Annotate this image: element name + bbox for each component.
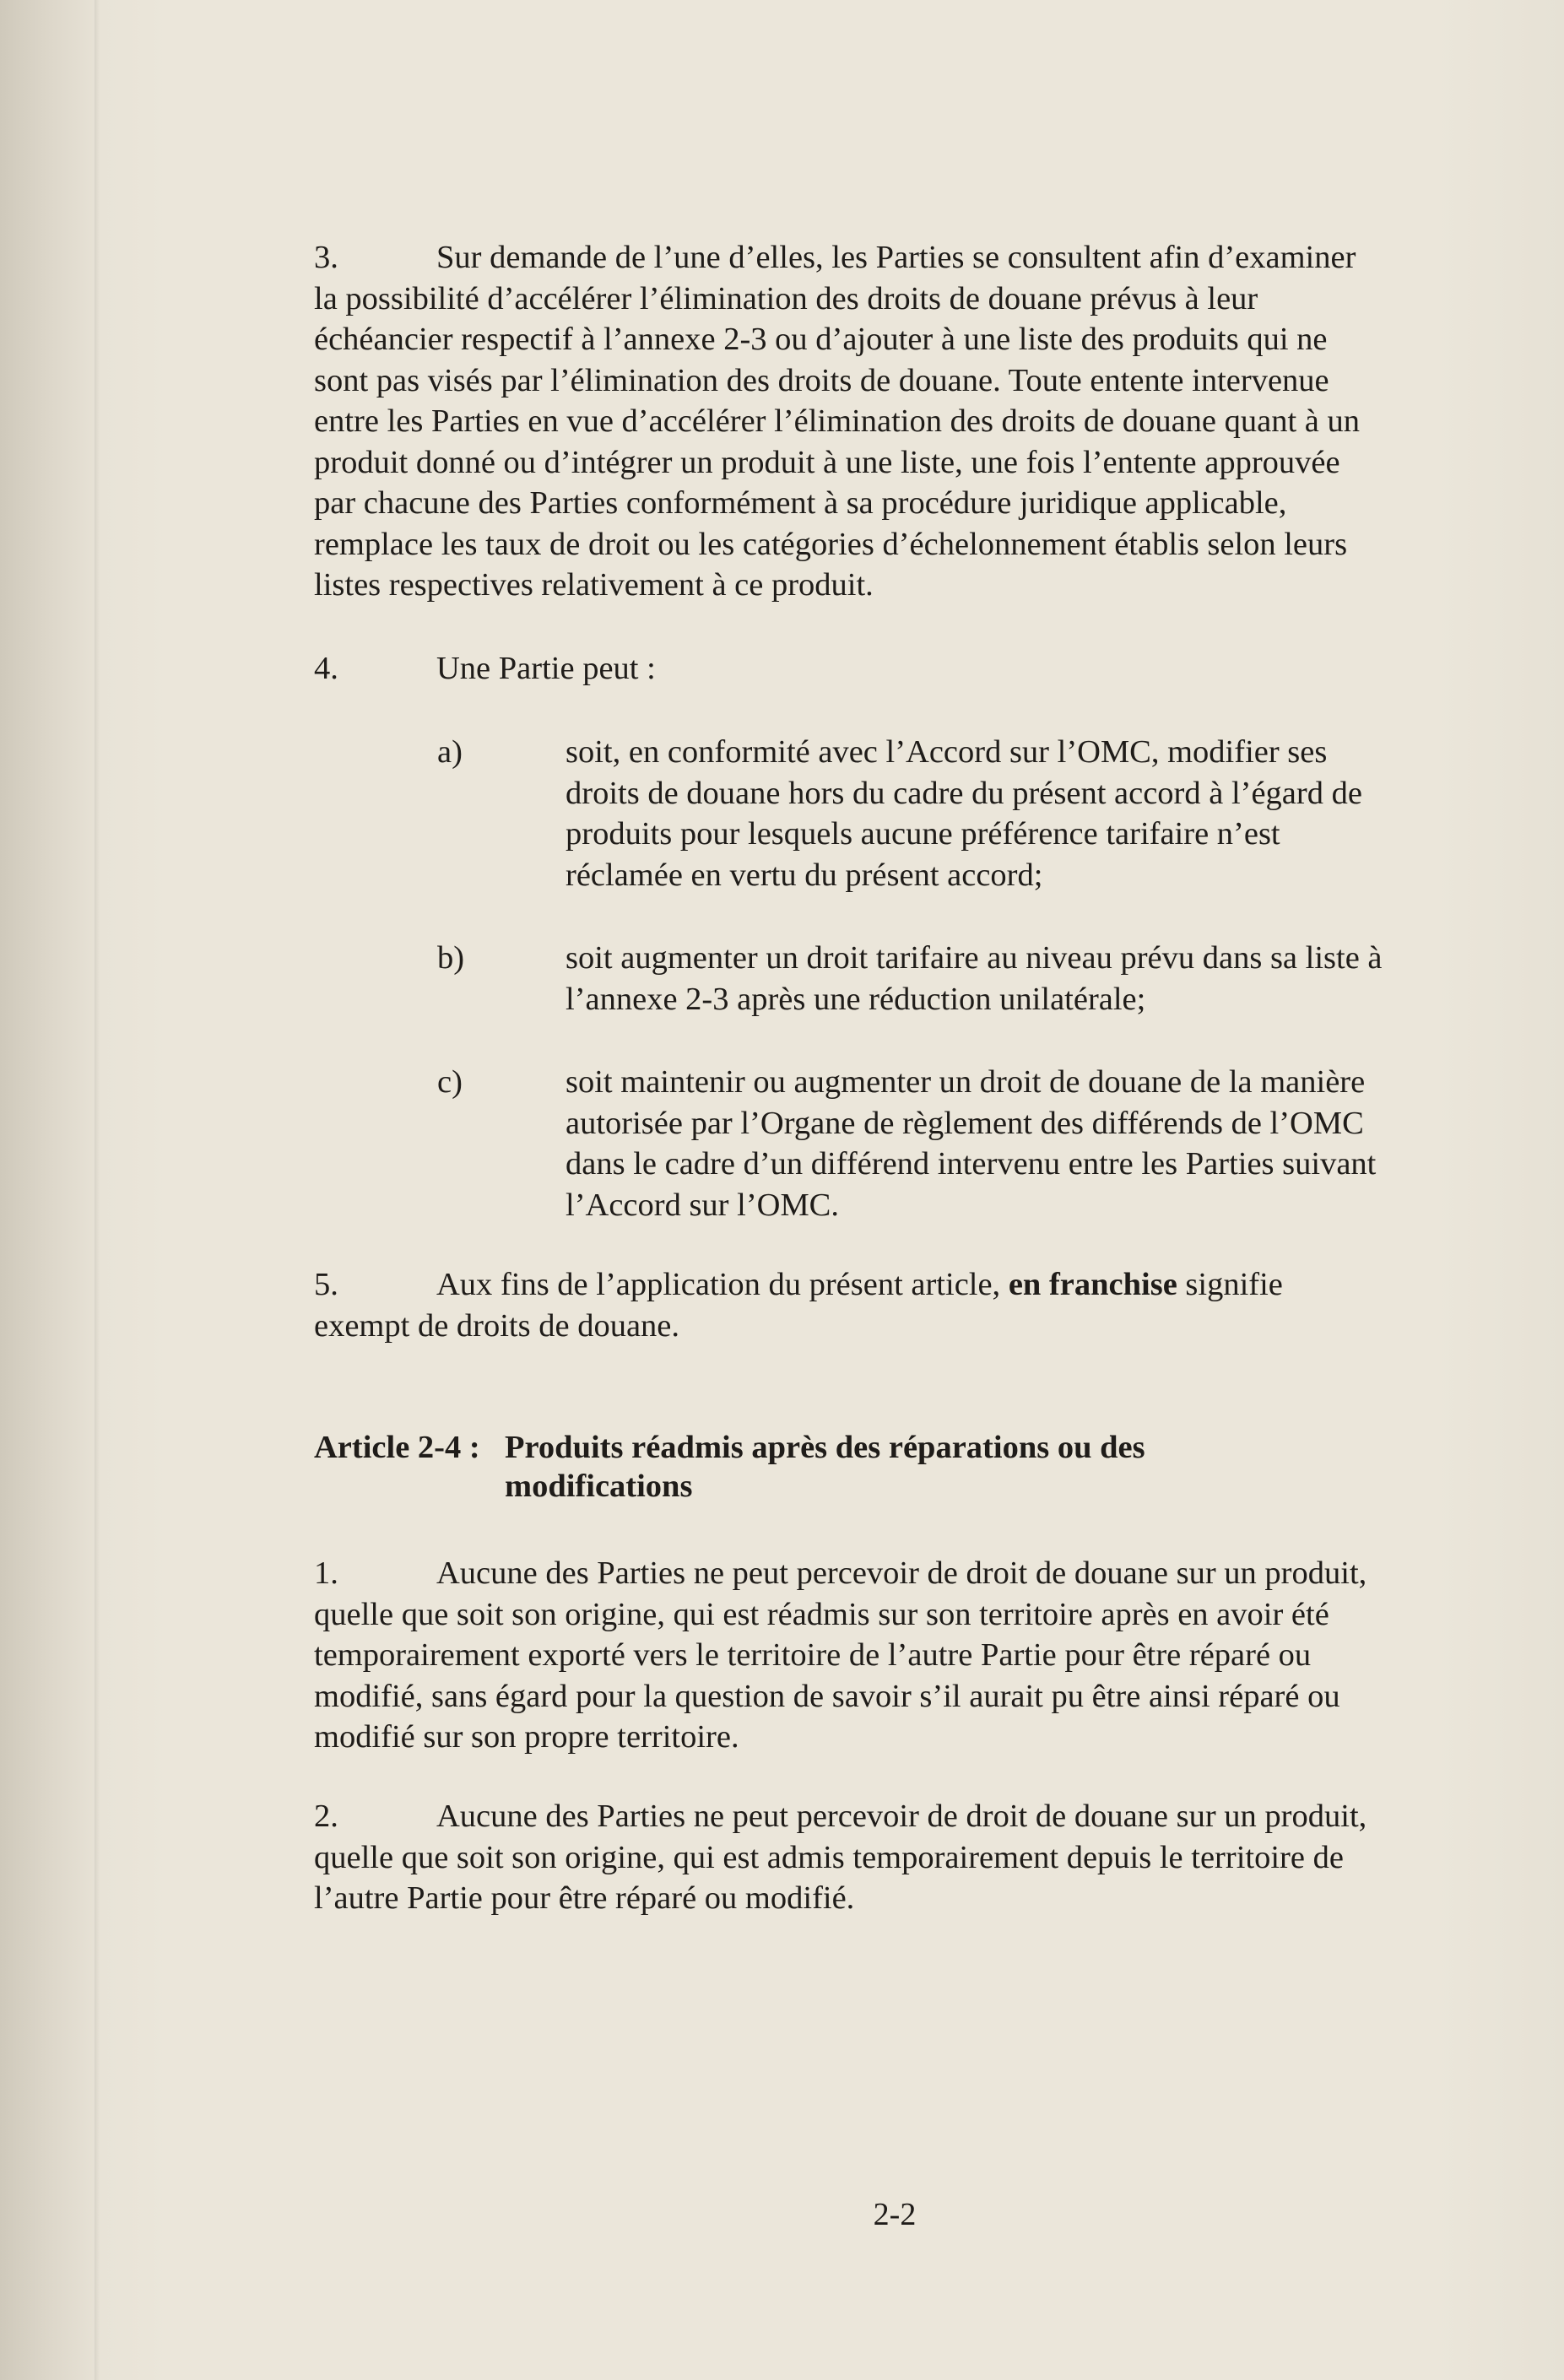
paragraph-3-line: listes respectives relativement à ce produit. <box>314 567 874 603</box>
paragraph-3-line: échéancier respectif à l’annexe 2-3 ou d’ajouter à une liste des produits qui ne <box>314 322 1328 357</box>
paragraph-3-line-1: 3. Sur demande de l’une d’elles, les Parties se consultent afin d’examiner <box>314 237 1479 279</box>
paragraph-number: 2. <box>314 1799 338 1834</box>
paragraph-3-line: produit donné ou d’intégrer un produit à une liste, une fois l’entente approuvée <box>314 444 1340 480</box>
article-paragraph-1: 1. Aucune des Parties ne peut percevoir de droit de douane sur un produit, quelle que soit son origine, qui est réadmis sur son territoire après en avoir été temporairement exporté vers le territoire de l’autre Partie pour être réparé ou modifié, sans égard pour la question de savoir s’il aurait pu être ainsi réparé ou modifié sur son propre territoire. <box>314 1553 1479 1758</box>
page-number: 2-2 <box>873 2197 917 2232</box>
paragraph-number: 4. <box>314 651 338 686</box>
article-title-continued: modifications <box>505 1469 693 1504</box>
item-label-a: a) <box>437 734 463 770</box>
item-label-c: c) <box>437 1064 463 1100</box>
item-c-text: soit maintenir ou augmenter un droit de douane de la manière autorisée par l’Organe de règlement des différends de l’OMC dans le cadre d’un différend intervenu entre les Parties suivant l’Accord sur l’OMC. <box>566 1064 1377 1223</box>
paragraph-3-line: sont pas visés par l’élimination des droits de douane. Toute entente intervenue <box>314 362 1329 398</box>
item-a-text: soit, en conformité avec l’Accord sur l’OMC, modifier ses droits de douane hors du cadre du présent accord à l’égard de produits pour lesquels aucune préférence tarifaire n’est réclamée en vertu du présent accord; <box>566 734 1362 893</box>
paragraph-4 <box>314 648 1479 690</box>
paragraph-3-line: remplace les taux de droit ou les catégories d’échelonnement établis selon leurs <box>314 526 1348 562</box>
paragraph-number: 1. <box>314 1555 338 1591</box>
defined-term: en franchise <box>1008 1267 1177 1302</box>
paragraph-number: 3. <box>314 240 338 275</box>
paragraph-3-line: par chacune des Parties conformément à sa procédure juridique applicable, <box>314 485 1287 521</box>
paragraph-number: 5. <box>314 1267 338 1302</box>
item-b-text: soit augmenter un droit tarifaire au niveau prévu dans sa liste à l’annexe 2-3 après une réduction unilatérale; <box>566 940 1383 1017</box>
article-paragraph-2: 2. Aucune des Parties ne peut percevoir de droit de douane sur un produit, quelle que soit son origine, qui est admis temporairement depuis le territoire de l’autre Partie pour être réparé ou modifié. <box>314 1796 1479 1919</box>
article-label: Article 2-4 : <box>314 1430 480 1465</box>
paragraph-4-intro: Une Partie peut : <box>436 651 656 686</box>
item-label-b: b) <box>437 940 465 976</box>
article-heading <box>314 1428 1145 1467</box>
paragraph-5: 5. Aux fins de l’application du présent article, en franchise signifie exempt de droits de douane. <box>314 1264 1479 1346</box>
article-title: Produits réadmis après des réparations ou des <box>505 1430 1145 1465</box>
binding-gutter <box>95 0 100 2380</box>
paragraph-3-line: entre les Parties en vue d’accélérer l’élimination des droits de douane quant à un <box>314 403 1361 439</box>
paragraph-3-line: la possibilité d’accélérer l’élimination des droits de douane prévus à leur <box>314 280 1258 316</box>
paragraph-3 <box>314 237 1479 606</box>
